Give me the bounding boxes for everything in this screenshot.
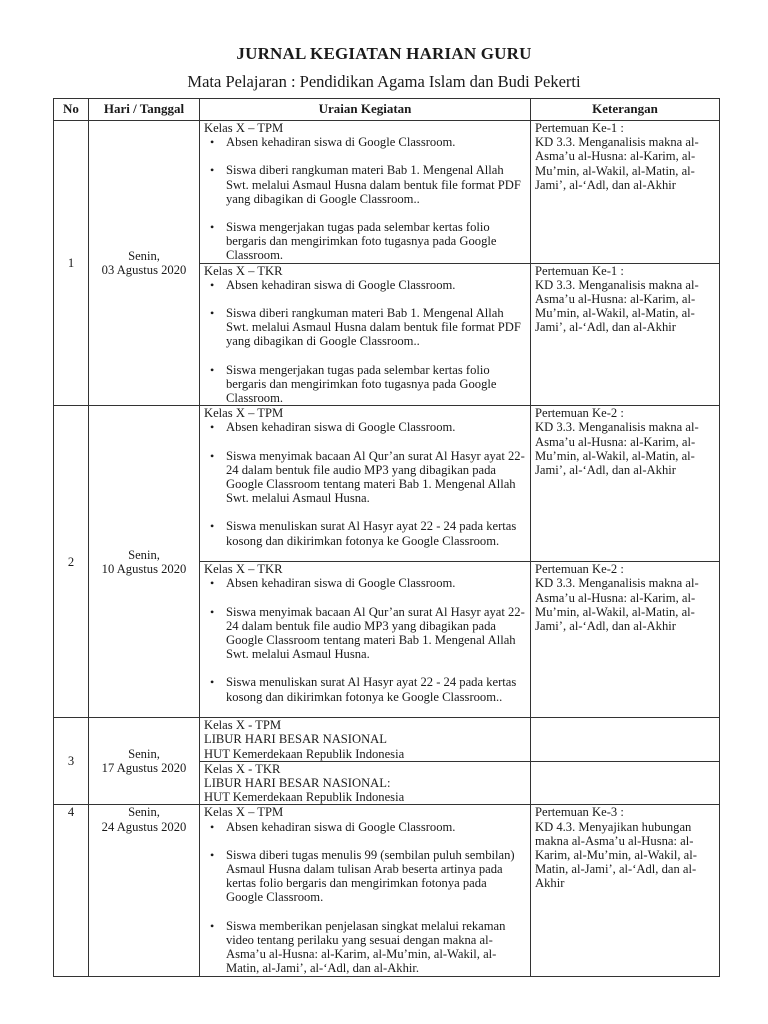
header-activity: Uraian Kegiatan xyxy=(200,99,531,121)
list-item: • Siswa mengerjakan tugas pada selembar kertas folio bergaris dan mengirimkan foto tugasnya pada Google Classroom. xyxy=(226,220,526,263)
table-header-row xyxy=(54,99,720,121)
list-item: • Siswa diberi tugas menulis 99 (sembilan puluh sembilan) Asmaul Husna dalam tulisan Arab beserta artinya pada kertas folio bergaris dan mengirimkan fotonya pada Google Classroom. xyxy=(226,848,526,905)
meeting-label: Pertemuan Ke-3 : xyxy=(535,805,624,820)
row-date xyxy=(89,718,200,805)
kd-description: KD 3.3. Menganalisis makna al-Asma’u al-Husna: al-Karim, al-Mu’min, al-Wakil, al-Matin, al-Jami’, al-‘Adl, dan al-Akhir xyxy=(535,135,699,192)
holiday-description: HUT Kemerdekaan Republik Indonesia xyxy=(204,746,405,761)
list-item: • Absen kehadiran siswa di Google Classroom. xyxy=(226,576,526,590)
row-day: Senin, xyxy=(128,547,160,562)
meeting-label: Pertemuan Ke-1 : xyxy=(535,263,624,278)
table-row xyxy=(54,406,720,562)
kd-description: KD 4.3. Menyajikan hubungan makna al-Asma’u al-Husna: al-Karim, al-Mu’min, al-Wakil, al-Matin, al-Jami’, al-‘Adl, dan al-Akhir xyxy=(535,819,697,891)
kd-description: KD 3.3. Menganalisis makna al-Asma’u al-Husna: al-Karim, al-Mu’min, al-Wakil, al-Matin, al-Jami’, al-‘Adl, dan al-Akhir xyxy=(535,277,699,335)
list-item: • Siswa menyimak bacaan Al Qur’an surat Al Hasyr ayat 22-24 dalam bentuk file audio MP3 yang dibagikan pada Google Classroom tentang materi Bab 1. Mengenal Allah Swt. melalui Asmaul Husna. xyxy=(226,449,526,506)
row-number: 1 xyxy=(54,121,89,406)
list-item: • Absen kehadiran siswa di Google Classroom. xyxy=(226,420,526,434)
kd-description: KD 3.3. Menganalisis makna al-Asma’u al-Husna: al-Karim, al-Mu’min, al-Wakil, al-Matin, al-Jami’, al-‘Adl, dan al-Akhir xyxy=(535,576,699,634)
activity-cell xyxy=(200,406,531,562)
activity-list xyxy=(204,135,526,262)
row-date-value: 24 Agustus 2020 xyxy=(101,819,187,834)
holiday-label: LIBUR HARI BESAR NASIONAL: xyxy=(204,776,391,791)
notes-cell xyxy=(531,805,720,976)
class-label: Kelas X – TPM xyxy=(204,406,284,421)
class-label: Kelas X – TKR xyxy=(204,562,283,577)
row-number: 3 xyxy=(54,718,89,805)
list-item: • Absen kehadiran siswa di Google Classroom. xyxy=(226,278,526,292)
meeting-label: Pertemuan Ke-2 : xyxy=(535,562,624,577)
activity-cell xyxy=(200,562,531,718)
activity-list xyxy=(204,820,526,976)
table-row xyxy=(54,121,720,264)
header-date: Hari / Tanggal xyxy=(89,99,200,121)
notes-cell xyxy=(531,121,720,264)
row-day: Senin, xyxy=(128,747,160,762)
holiday-description: HUT Kemerdekaan Republik Indonesia xyxy=(204,790,405,805)
list-item: • Siswa menuliskan surat Al Hasyr ayat 22 - 24 pada kertas kosong dan dikirimkan fotonya ke Google Classroom.. xyxy=(226,675,526,703)
notes-cell xyxy=(531,263,720,406)
list-item: • Siswa menyimak bacaan Al Qur’an surat Al Hasyr ayat 22-24 dalam bentuk file audio MP3 yang dibagikan pada Google Classroom tentang materi Bab 1. Mengenal Allah Swt. melalui Asmaul Husna. xyxy=(226,605,526,662)
notes-cell xyxy=(531,562,720,718)
row-number: 2 xyxy=(54,406,89,718)
notes-cell xyxy=(531,718,720,762)
activity-cell xyxy=(200,718,531,762)
document-subtitle: Mata Pelajaran : Pendidikan Agama Islam dan Budi Pekerti xyxy=(187,72,581,91)
meeting-label: Pertemuan Ke-2 : xyxy=(535,406,624,421)
class-label: Kelas X - TPM xyxy=(204,718,282,733)
header-notes: Keterangan xyxy=(531,99,720,121)
class-label: Kelas X – TPM xyxy=(204,121,284,135)
activity-list xyxy=(204,576,526,703)
meeting-label: Pertemuan Ke-1 : xyxy=(535,121,624,135)
table-row xyxy=(54,805,720,976)
header-no: No xyxy=(54,99,89,121)
list-item: • Siswa menuliskan surat Al Hasyr ayat 22 - 24 pada kertas kosong dan dikirimkan fotonya ke Google Classroom. xyxy=(226,519,526,547)
row-date-value: 17 Agustus 2020 xyxy=(101,761,187,776)
activity-cell xyxy=(200,263,531,406)
list-item: • Siswa diberi rangkuman materi Bab 1. Mengenal Allah Swt. melalui Asmaul Husna dalam bentuk file format PDF yang dibagikan di Google Classroom.. xyxy=(226,163,526,206)
list-item: • Siswa mengerjakan tugas pada selembar kertas folio bergaris dan mengirimkan foto tugasnya pada Google Classroom. xyxy=(226,363,526,406)
kd-description: KD 3.3. Menganalisis makna al-Asma’u al-Husna: al-Karim, al-Mu’min, al-Wakil, al-Matin, al-Jami’, al-‘Adl, dan al-Akhir xyxy=(535,420,699,478)
activity-cell xyxy=(200,761,531,805)
row-date xyxy=(89,805,200,976)
document-title: JURNAL KEGIATAN HARIAN GURU xyxy=(236,44,532,63)
class-label: Kelas X – TKR xyxy=(204,263,283,278)
table-row xyxy=(54,718,720,762)
journal-table xyxy=(53,98,720,977)
activity-cell xyxy=(200,805,531,976)
holiday-label: LIBUR HARI BESAR NASIONAL xyxy=(204,732,387,747)
row-day: Senin, xyxy=(128,248,160,263)
activity-cell xyxy=(200,121,531,264)
class-label: Kelas X – TPM xyxy=(204,805,284,820)
row-number: 4 xyxy=(54,805,89,976)
list-item: • Siswa diberi rangkuman materi Bab 1. Mengenal Allah Swt. melalui Asmaul Husna dalam bentuk file format PDF yang dibagikan di Google Classroom.. xyxy=(226,306,526,349)
row-date-value: 10 Agustus 2020 xyxy=(101,561,187,576)
activity-list xyxy=(204,420,526,547)
row-date xyxy=(89,121,200,406)
list-item: • Siswa memberikan penjelasan singkat melalui rekaman video tentang perilaku yang sesuai dengan makna al-Asma’u al-Husna: al-Karim, al-Mu’min, al-Wakil, al-Matin, al-Jami’, al-‘Adl, dan al-Akhir. xyxy=(226,919,526,976)
list-item: • Absen kehadiran siswa di Google Classroom. xyxy=(226,135,526,149)
activity-list xyxy=(204,278,526,405)
notes-cell xyxy=(531,761,720,805)
notes-cell xyxy=(531,406,720,562)
list-item: • Absen kehadiran siswa di Google Classroom. xyxy=(226,820,526,834)
row-day: Senin, xyxy=(128,805,160,820)
class-label: Kelas X - TKR xyxy=(204,761,281,776)
row-date xyxy=(89,406,200,718)
row-date-value: 03 Agustus 2020 xyxy=(101,263,187,278)
